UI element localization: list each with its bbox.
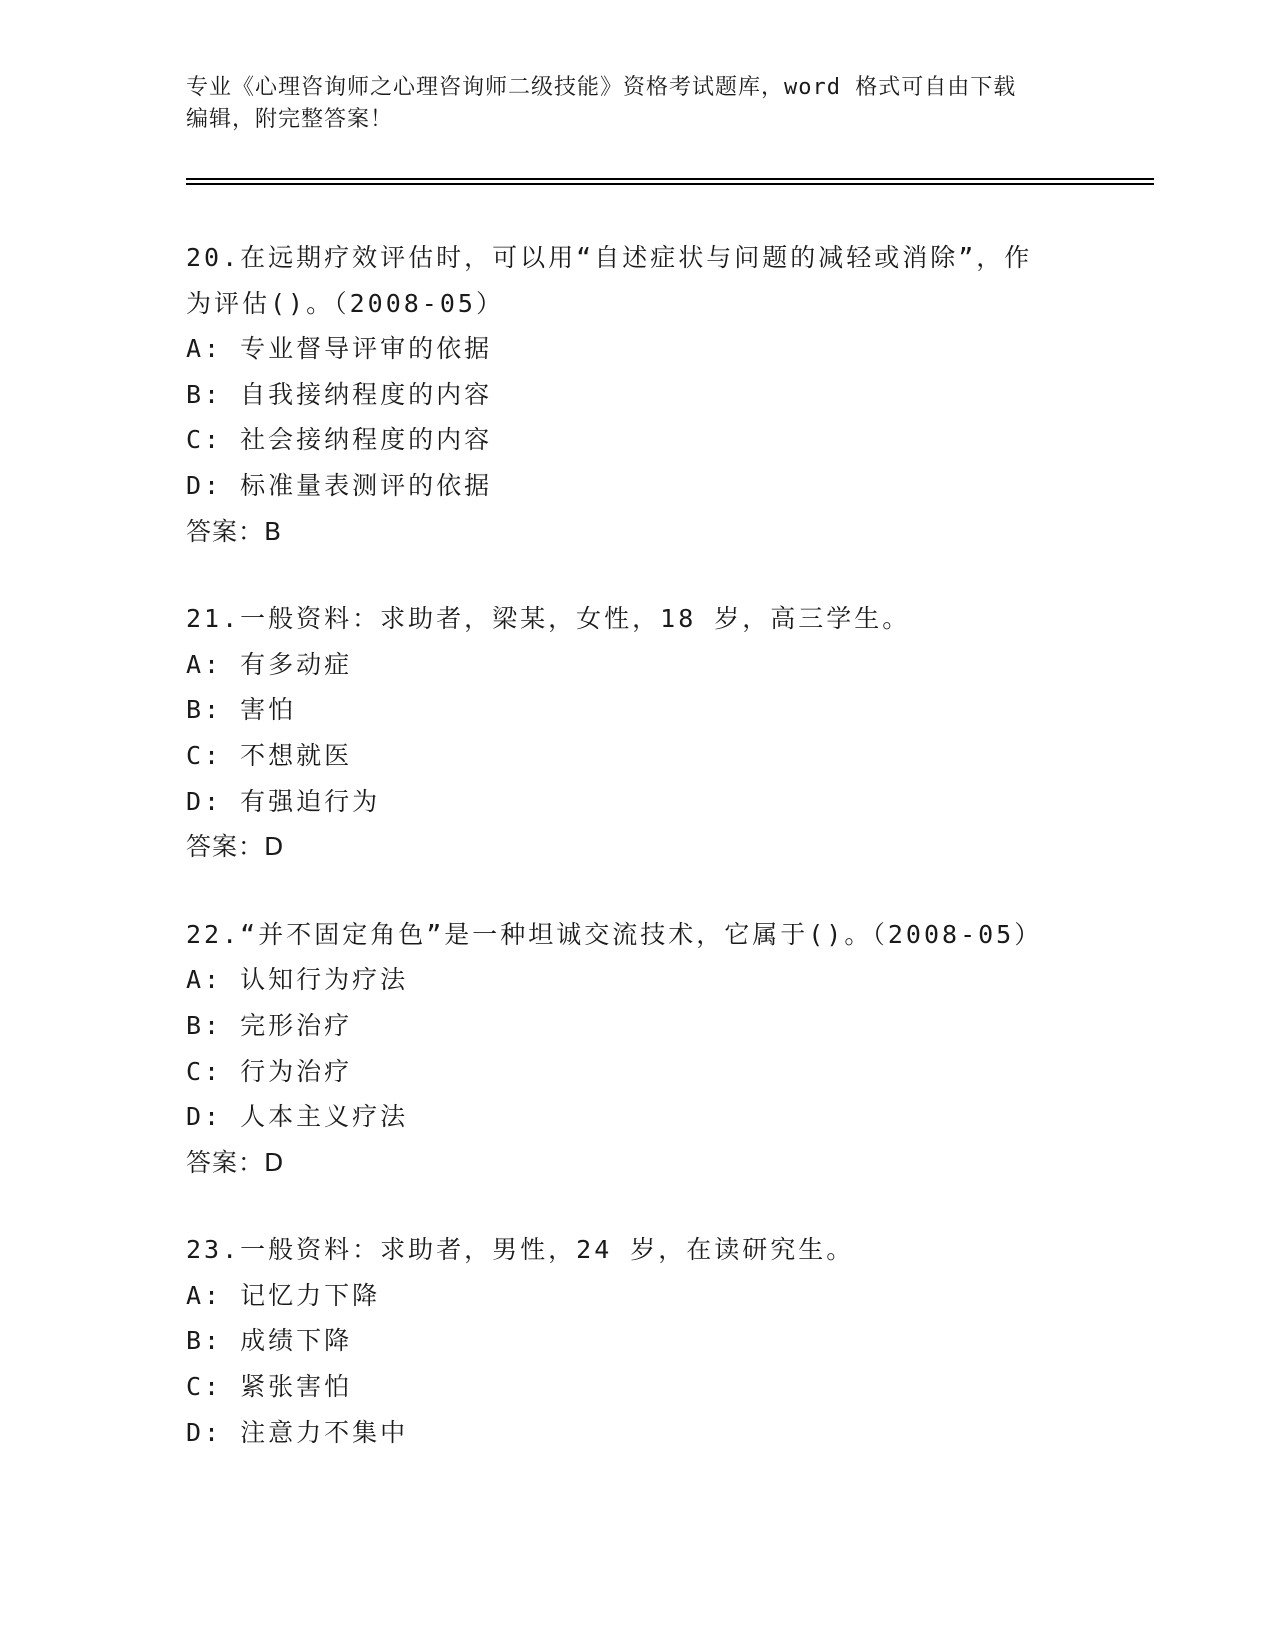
option-text: 专业督导评审的依据 <box>240 334 493 364</box>
option-key: D: <box>186 1417 223 1447</box>
option-b <box>186 1003 1086 1049</box>
question-stem: 20.在远期疗效评估时，可以用“自述症状与问题的减轻或消除”，作 <box>186 243 1033 272</box>
question-20 <box>186 235 1086 554</box>
question-stem-continued: 为评估()。（2008-05） <box>186 288 504 318</box>
option-key: B: <box>186 695 223 725</box>
question-23 <box>186 1227 1086 1455</box>
option-d <box>186 463 1086 509</box>
option-text: 成绩下降 <box>240 1326 353 1356</box>
option-c <box>186 1049 1086 1095</box>
option-key: C: <box>186 740 223 770</box>
question-list <box>186 235 1086 1497</box>
option-key: C: <box>186 425 223 455</box>
option-d <box>186 779 1086 825</box>
option-a <box>186 642 1086 688</box>
answer-line: 答案：B <box>186 516 283 546</box>
header-divider-top <box>186 178 1154 180</box>
option-key: B: <box>186 379 223 409</box>
header-line-1: 专业《心理咨询师之心理咨询师二级技能》资格考试题库，word 格式可自由下载 <box>186 75 1017 100</box>
option-b <box>186 1318 1086 1364</box>
option-text: 认知行为疗法 <box>240 965 409 995</box>
option-c <box>186 1364 1086 1410</box>
option-d <box>186 1094 1086 1140</box>
option-text: 注意力不集中 <box>240 1417 409 1447</box>
option-text: 有多动症 <box>240 649 353 679</box>
option-a <box>186 957 1086 1003</box>
option-d <box>186 1410 1086 1456</box>
question-22 <box>186 912 1086 1186</box>
option-text: 害怕 <box>240 695 297 725</box>
option-text: 行为治疗 <box>240 1056 353 1086</box>
option-key: A: <box>186 1280 223 1310</box>
question-stem: 21.一般资料：求助者，梁某，女性，18 岁，高三学生。 <box>186 604 911 634</box>
answer-line: 答案：D <box>186 1147 285 1177</box>
question-stem: 23.一般资料：求助者，男性，24 岁，在读研究生。 <box>186 1235 855 1265</box>
option-text: 记忆力下降 <box>240 1280 381 1310</box>
answer-line: 答案：D <box>186 832 285 862</box>
document-header <box>186 72 1086 136</box>
option-text: 人本主义疗法 <box>240 1102 409 1132</box>
option-key: D: <box>186 470 223 500</box>
option-key: D: <box>186 786 223 816</box>
question-stem: 22.“并不固定角色”是一种坦诚交流技术，它属于()。（2008-05） <box>186 919 1043 949</box>
option-key: B: <box>186 1010 223 1040</box>
option-text: 有强迫行为 <box>240 786 381 816</box>
option-text: 完形治疗 <box>240 1010 353 1040</box>
option-text: 自我接纳程度的内容 <box>240 379 493 409</box>
option-a <box>186 326 1086 372</box>
option-b <box>186 372 1086 418</box>
option-c <box>186 733 1086 779</box>
option-key: A: <box>186 334 223 364</box>
header-divider-bottom <box>186 183 1154 185</box>
option-text: 社会接纳程度的内容 <box>240 425 493 455</box>
option-key: B: <box>186 1326 223 1356</box>
option-key: C: <box>186 1056 223 1086</box>
option-key: D: <box>186 1102 223 1132</box>
option-a <box>186 1273 1086 1319</box>
option-text: 紧张害怕 <box>240 1372 353 1402</box>
question-21 <box>186 596 1086 870</box>
header-line-2: 编辑，附完整答案！ <box>186 107 394 132</box>
option-text: 不想就医 <box>240 740 353 770</box>
option-key: A: <box>186 649 223 679</box>
option-key: C: <box>186 1372 223 1402</box>
option-text: 标准量表测评的依据 <box>240 470 493 500</box>
option-c <box>186 417 1086 463</box>
option-key: A: <box>186 965 223 995</box>
option-b <box>186 687 1086 733</box>
